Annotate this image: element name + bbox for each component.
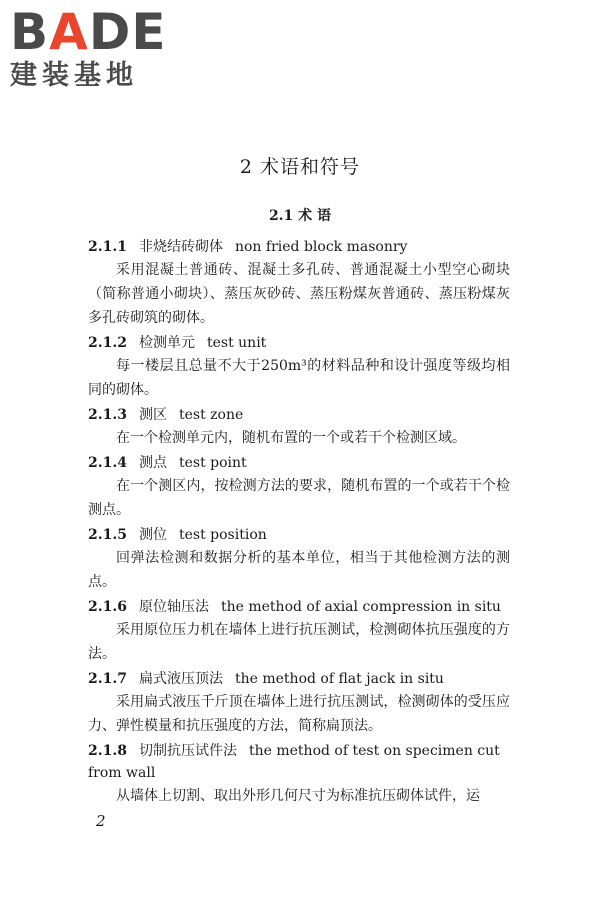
term-definition: 采用混凝土普通砖、混凝土多孔砖、普通混凝土小型空心砌块（简称普通小砌块）、蒸压灰砂砖、蒸压粉煤灰普通砖、蒸压粉煤灰多孔砖砌筑的砌体。 <box>88 262 510 326</box>
term-number: 2.1.4 <box>88 455 127 471</box>
page-number: 2 <box>96 812 106 830</box>
term-definition: 在一个检测单元内，随机布置的一个或若干个检测区域。 <box>116 430 466 446</box>
term-definition: 采用原位压力机在墙体上进行抗压测试，检测砌体抗压强度的方法。 <box>88 622 510 662</box>
term-definition: 在一个测区内，按检测方法的要求，随机布置的一个或若干个检测点。 <box>88 478 510 518</box>
term-en: test point <box>178 455 247 471</box>
section-title: 2.1 术 语 <box>268 208 332 224</box>
term-heading <box>88 236 510 258</box>
term-zh: 测位 <box>138 527 167 543</box>
term-heading <box>88 740 510 784</box>
term-en: the method of flat jack in situ <box>234 671 444 687</box>
term-heading <box>88 332 510 354</box>
term-definition: 回弹法检测和数据分析的基本单位，相当于其他检测方法的测点。 <box>88 550 510 590</box>
terms-list <box>88 236 510 810</box>
term-zh: 扁式液压顶法 <box>138 671 223 687</box>
term-definition: 从墙体上切割、取出外形几何尺寸为标准抗压砌体试件，运 <box>116 788 480 804</box>
term-en: test zone <box>178 407 244 423</box>
term-heading <box>88 404 510 426</box>
term-en: non fried block masonry <box>234 239 408 255</box>
term-zh: 测区 <box>138 407 167 423</box>
term-number: 2.1.8 <box>88 743 127 759</box>
term-en: the method of test on specimen cut from wall <box>88 743 500 781</box>
term-zh: 检测单元 <box>138 335 195 351</box>
term-number: 2.1.6 <box>88 599 127 615</box>
term-en: test unit <box>206 335 267 351</box>
term-number: 2.1.1 <box>88 239 127 255</box>
term-en: test position <box>178 527 267 543</box>
term-number: 2.1.3 <box>88 407 127 423</box>
term-heading <box>88 668 510 690</box>
chapter-title: 2 术语和符号 <box>239 156 361 178</box>
term-number: 2.1.2 <box>88 335 127 351</box>
term-number: 2.1.7 <box>88 671 127 687</box>
logo-subtitle: 建装基地 <box>10 60 138 91</box>
logo-wordmark: BADE <box>10 3 167 61</box>
term-definition: 每一楼层且总量不大于250m³的材料品种和设计强度等级均相同的砌体。 <box>88 358 510 398</box>
term-heading <box>88 452 510 474</box>
term-number: 2.1.5 <box>88 527 127 543</box>
term-zh: 测点 <box>138 455 167 471</box>
bade-logo <box>10 3 175 96</box>
term-heading <box>88 596 510 618</box>
term-definition: 采用扁式液压千斤顶在墙体上进行抗压测试，检测砌体的受压应力、弹性模量和抗压强度的方法，简称扁顶法。 <box>88 694 510 734</box>
term-zh: 非烧结砖砌体 <box>138 239 223 255</box>
term-heading <box>88 524 510 546</box>
term-zh: 切制抗压试件法 <box>138 743 237 759</box>
term-zh: 原位轴压法 <box>138 599 209 615</box>
term-en: the method of axial compression in situ <box>220 599 501 615</box>
